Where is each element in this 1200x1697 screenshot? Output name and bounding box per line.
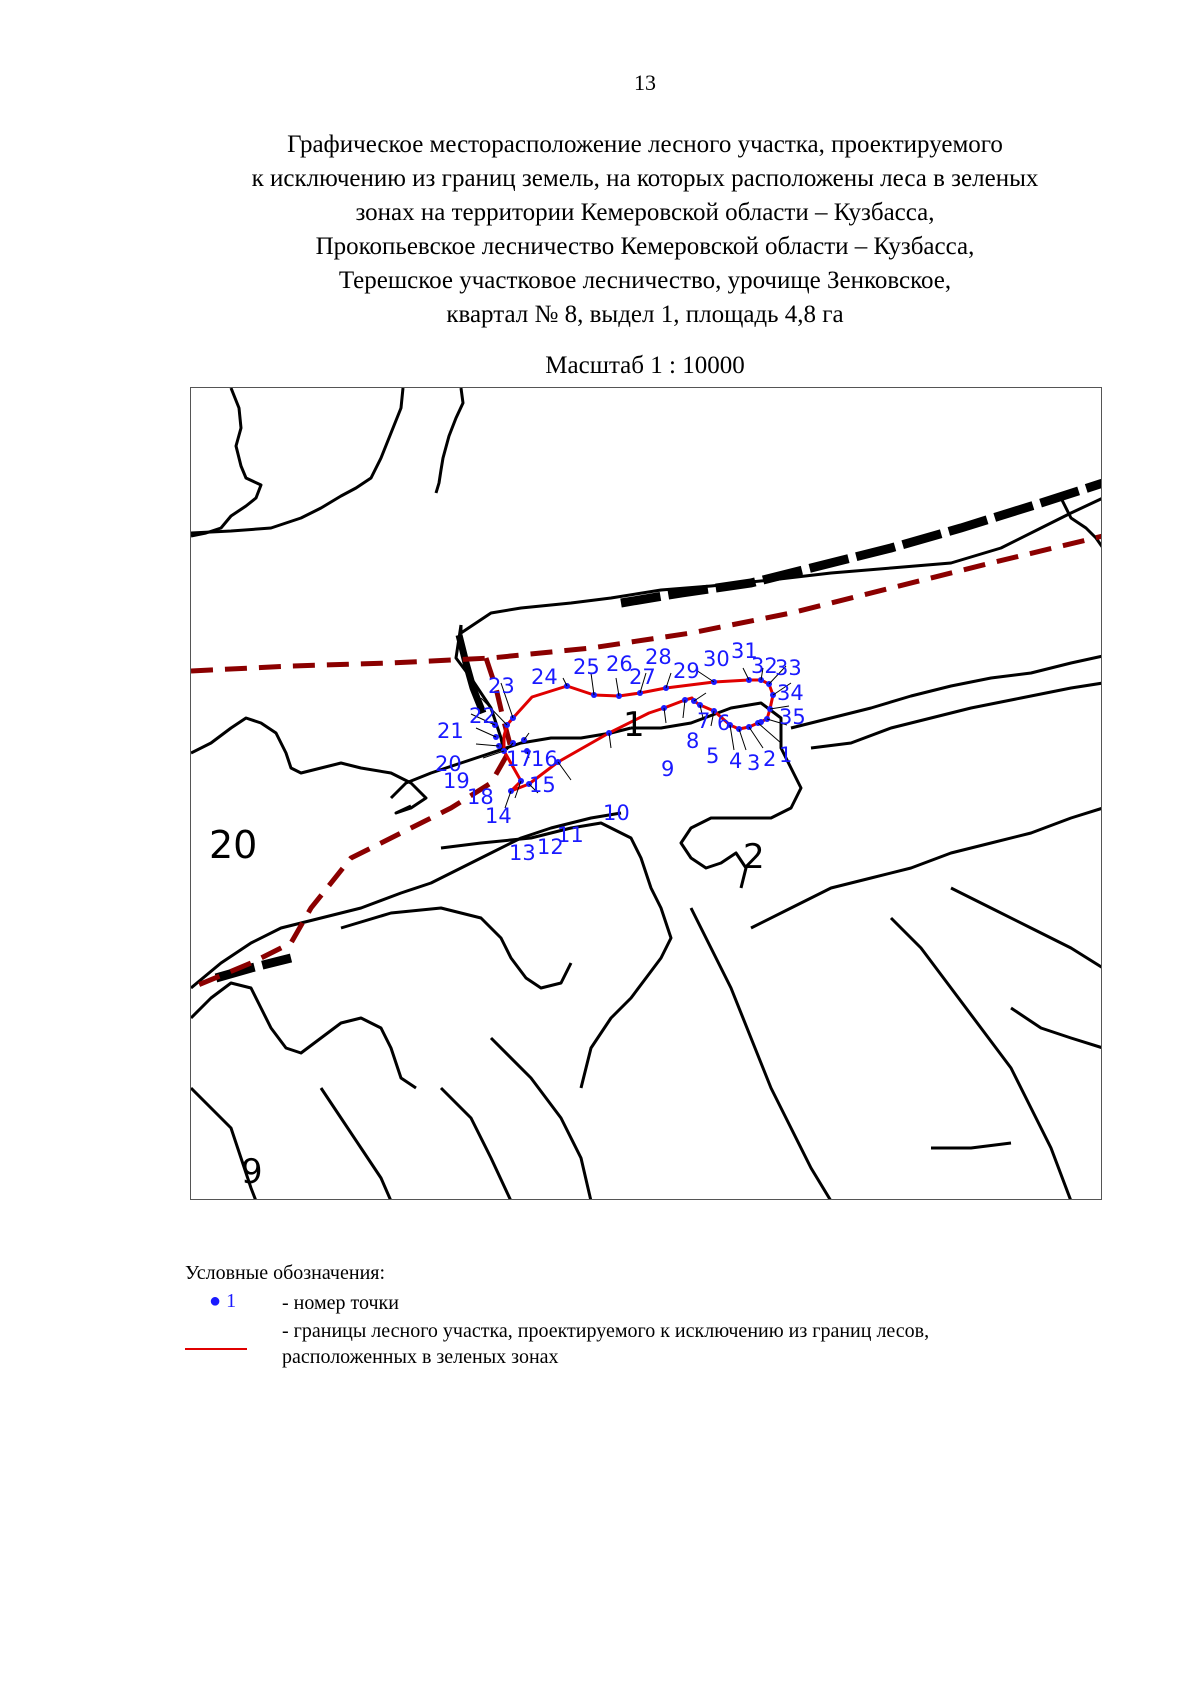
contour-line xyxy=(931,1143,1011,1148)
point-label: 9 xyxy=(661,757,675,781)
contour-line xyxy=(321,1088,391,1200)
contour-line xyxy=(341,908,571,988)
contour-line xyxy=(811,683,1102,748)
point-label: 33 xyxy=(775,656,802,680)
point-label: 28 xyxy=(645,645,672,669)
vydel-labels xyxy=(209,705,765,1192)
point-label: 35 xyxy=(779,705,806,729)
point-label: 23 xyxy=(488,674,515,698)
point-label: 1 xyxy=(779,743,793,767)
point-label: 11 xyxy=(557,823,584,847)
title-line: Терешское участковое лесничество, урочище Зенковское, xyxy=(338,267,952,294)
stream-line xyxy=(459,635,483,713)
contour-line xyxy=(191,388,403,533)
point-label: 26 xyxy=(606,652,633,676)
contour-line xyxy=(436,388,463,493)
map-frame xyxy=(190,387,1102,1200)
greenzone-boundary xyxy=(191,536,1102,988)
contour-lines xyxy=(191,388,1102,1200)
title-line: зонах на территории Кемеровской области – Кузбасса, xyxy=(355,199,935,226)
contour-line xyxy=(891,918,1071,1200)
point-label: 25 xyxy=(573,655,600,679)
point-label: 18 xyxy=(467,785,494,809)
red-line-symbol xyxy=(185,1348,247,1350)
point-label: 7 xyxy=(697,709,711,733)
contour-line xyxy=(751,808,1102,928)
road-line xyxy=(621,483,1102,603)
contour-line xyxy=(631,703,801,888)
point-label: 2 xyxy=(763,747,777,771)
title-line: Графическое месторасположение лесного участка, проектируемого xyxy=(287,131,1003,158)
legend-row-line xyxy=(185,1318,1185,1378)
point-label: 22 xyxy=(469,704,496,728)
point-label: 21 xyxy=(437,719,464,743)
contour-line xyxy=(191,718,426,813)
legend-line-text-1: - границы лесного участка, проектируемого к исключению из границ лесов, xyxy=(282,1320,930,1342)
point-label: 34 xyxy=(777,681,804,705)
point-label: 4 xyxy=(729,749,743,773)
vydel-label: 1 xyxy=(623,705,645,745)
stream-line xyxy=(459,635,483,713)
legend-line-text xyxy=(282,1318,1182,1370)
map-svg xyxy=(191,388,1102,1200)
point-label: 12 xyxy=(537,835,564,859)
title-line: к исключению из границ земель, на которых расположены леса в зеленых xyxy=(251,165,1039,192)
title-line: квартал № 8, выдел 1, площадь 4,8 га xyxy=(446,301,844,328)
legend-line-text-2: расположенных в зеленых зонах xyxy=(282,1346,559,1368)
point-label: 14 xyxy=(485,804,512,828)
contour-line xyxy=(441,823,671,1088)
title-line: Прокопьевское лесничество Кемеровской области – Кузбасса, xyxy=(315,233,975,260)
legend-title: Условные обозначения: xyxy=(185,1262,386,1284)
point-label: 24 xyxy=(531,665,558,689)
contour-line xyxy=(491,1038,591,1200)
point-symbol: ● 1 xyxy=(209,1290,237,1312)
point-label: 31 xyxy=(731,639,758,663)
document-title xyxy=(0,128,1200,332)
point-label: 10 xyxy=(603,801,630,825)
point-label: 19 xyxy=(443,769,470,793)
vydel-label: 2 xyxy=(743,837,765,877)
point-label: 6 xyxy=(717,711,731,735)
point-label: 3 xyxy=(747,751,761,775)
point-label: 30 xyxy=(703,647,730,671)
vydel-label: 9 xyxy=(241,1152,263,1192)
point-label: 20 xyxy=(435,752,462,776)
map-scale: Масштаб 1 : 10000 xyxy=(545,352,745,379)
point-label: 27 xyxy=(629,665,656,689)
road-line xyxy=(216,958,291,978)
point-label: 8 xyxy=(686,729,700,753)
point-label: 17 xyxy=(506,747,533,771)
contour-line xyxy=(1011,1008,1102,1048)
contour-line xyxy=(191,983,416,1088)
contour-line xyxy=(691,908,831,1200)
contour-line xyxy=(191,388,261,536)
point-label: 13 xyxy=(509,841,536,865)
contour-line xyxy=(951,888,1102,968)
legend-point-text: - номер точки xyxy=(282,1292,399,1314)
point-label: 32 xyxy=(751,654,778,678)
contour-line xyxy=(441,1088,511,1200)
point-label: 29 xyxy=(673,659,700,683)
point-label: 5 xyxy=(706,744,720,768)
page-number: 13 xyxy=(634,70,656,95)
vydel-label: 20 xyxy=(209,823,258,867)
legend-row-point xyxy=(185,1290,1185,1320)
point-label: 16 xyxy=(531,747,558,771)
point-label: 15 xyxy=(529,773,556,797)
